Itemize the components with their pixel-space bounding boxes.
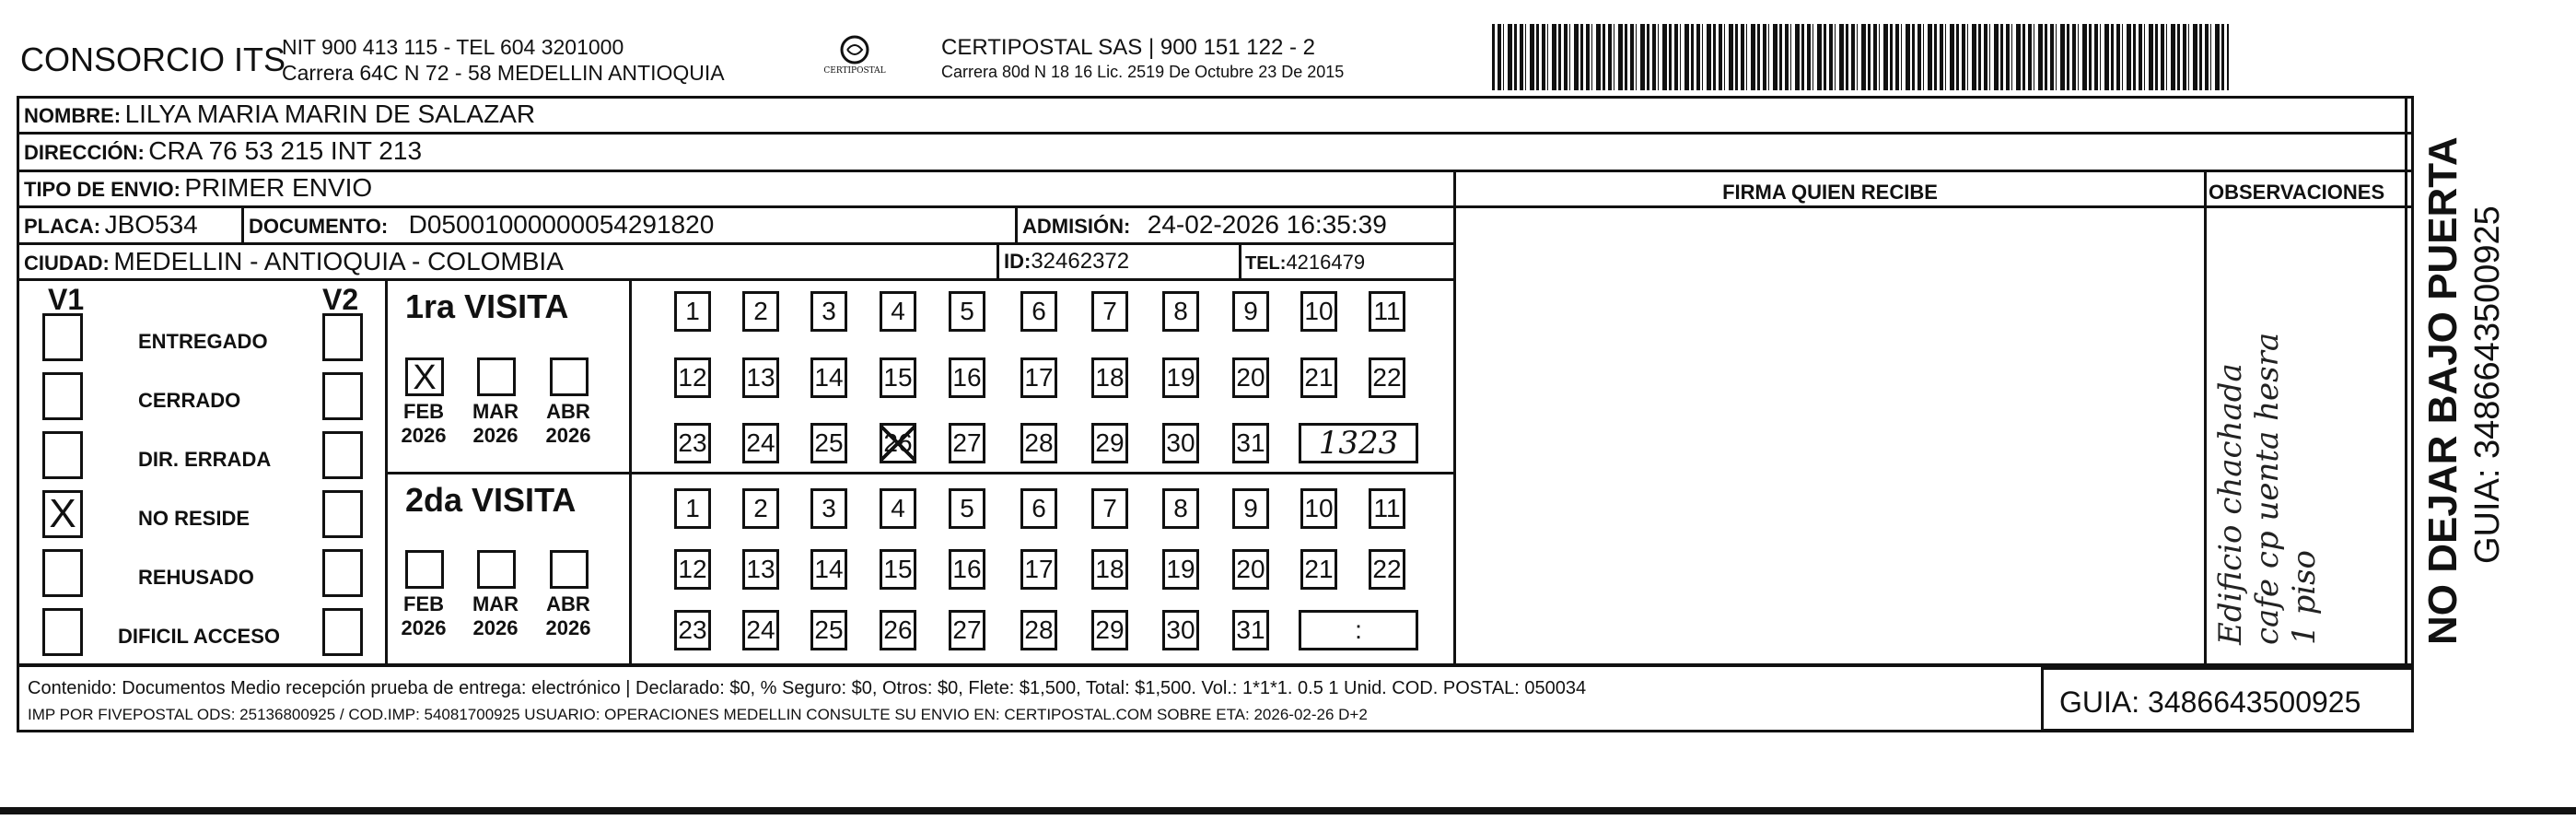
day-box[interactable]: 2	[742, 488, 779, 529]
day-box[interactable]: 6	[1020, 488, 1057, 529]
day-box[interactable]: 6	[1020, 291, 1057, 332]
obs-line-2: cafe cp uenta hesra	[2249, 332, 2286, 645]
day-box[interactable]: 7	[1091, 291, 1128, 332]
carrier-address: Carrera 80d N 18 16 Lic. 2519 De Octubre 23 De 2015	[941, 63, 1345, 81]
footer-guia: GUIA: 3486643500925	[2059, 685, 2361, 719]
v2-label: V2	[322, 283, 359, 316]
placa-row	[24, 212, 198, 238]
day-box[interactable]: 26	[880, 610, 916, 650]
side-guia: GUIA: 3486643500925	[2468, 205, 2507, 564]
day-box[interactable]: 5	[949, 291, 985, 332]
time-box[interactable]: :	[1299, 610, 1418, 650]
obs-line-1: Edificio chachada	[2212, 363, 2249, 645]
day-box[interactable]: 28	[1020, 610, 1057, 650]
month-checkbox[interactable]: X	[405, 357, 444, 396]
tel-label: TEL:	[1245, 253, 1287, 274]
status-label: NO RESIDE	[138, 507, 251, 530]
company-address: Carrera 64C N 72 - 58 MEDELLIN ANTIOQUIA	[282, 61, 725, 85]
day-box[interactable]: 9	[1232, 291, 1269, 332]
day-box[interactable]: 15	[880, 357, 916, 398]
v2-checkbox[interactable]	[322, 313, 363, 361]
v2-checkbox[interactable]	[322, 608, 363, 656]
v1-label: V1	[48, 283, 85, 316]
day-box[interactable]: 22	[1369, 549, 1405, 590]
day-box[interactable]: 12	[674, 549, 711, 590]
day-box[interactable]: 27	[949, 423, 985, 463]
tipo-value: PRIMER ENVIO	[184, 173, 373, 202]
day-box[interactable]: 27	[949, 610, 985, 650]
day-box[interactable]: 23	[674, 423, 711, 463]
documento-row	[249, 212, 714, 238]
month-label: FEB	[403, 592, 444, 615]
day-box[interactable]: 10	[1300, 291, 1337, 332]
day-box[interactable]: 25	[810, 610, 847, 650]
day-box[interactable]: 24	[742, 423, 779, 463]
day-box[interactable]: 3	[810, 488, 847, 529]
nombre-value: LILYA MARIA MARIN DE SALAZAR	[124, 100, 536, 128]
admision-label: ADMISIÓN:	[1022, 215, 1131, 238]
month-year: 2026	[401, 616, 447, 639]
month-year: 2026	[401, 424, 447, 447]
day-box[interactable]: 30	[1162, 423, 1199, 463]
footer-contenido: Contenido: Documentos Medio recepción prueba de entrega: electrónico | Declarado: $0, % Seguro: $0, Otros: $0, Flete: $1,500, Total: $1,500. Vol.: 1*1*1. 0.5 1 Unid. COD. POSTAL: 050034	[28, 678, 1587, 698]
day-box[interactable]: 1	[674, 291, 711, 332]
visita2-title: 2da VISITA	[405, 481, 577, 519]
day-box[interactable]: 9	[1232, 488, 1269, 529]
tipo-row	[24, 175, 372, 201]
ciudad-value: MEDELLIN - ANTIOQUIA - COLOMBIA	[113, 247, 564, 275]
v1-checkbox[interactable]	[42, 313, 83, 361]
id-row	[1004, 251, 1129, 273]
day-box[interactable]: 31	[1232, 610, 1269, 650]
day-box[interactable]: 14	[810, 549, 847, 590]
firma-label: FIRMA QUIEN RECIBE	[1722, 181, 1938, 204]
month-checkbox[interactable]	[477, 357, 516, 396]
nombre-row	[24, 101, 535, 127]
day-box[interactable]: 29	[1091, 423, 1128, 463]
visita1-title: 1ra VISITA	[405, 287, 569, 325]
day-box[interactable]: 19	[1162, 549, 1199, 590]
admision-value: 24-02-2026 16:35:39	[1147, 210, 1387, 239]
day-box[interactable]: 4	[880, 291, 916, 332]
month-label: MAR	[472, 592, 519, 615]
day-box[interactable]: 13	[742, 549, 779, 590]
bottom-edge	[0, 807, 2576, 814]
day-box[interactable]: 28	[1020, 423, 1057, 463]
ciudad-label: CIUDAD:	[24, 252, 110, 275]
v1-checkbox[interactable]	[42, 431, 83, 479]
day-box[interactable]: 8	[1162, 488, 1199, 529]
month-label: ABR	[546, 592, 590, 615]
logo-text: CERTIPOSTAL	[823, 66, 886, 76]
carrier-line: CERTIPOSTAL SAS | 900 151 122 - 2	[941, 35, 1315, 60]
status-label: DIR. ERRADA	[138, 448, 272, 471]
month-year: 2026	[545, 424, 591, 447]
nombre-label: NOMBRE:	[24, 104, 122, 127]
month-checkbox[interactable]	[550, 550, 589, 589]
month-label: FEB	[403, 400, 444, 423]
certipostal-logo-icon	[809, 31, 901, 87]
month-year: 2026	[472, 616, 519, 639]
status-label: CERRADO	[138, 389, 241, 412]
observaciones-handwriting	[2212, 249, 2406, 645]
month-label: ABR	[546, 400, 590, 423]
certipostal-logo	[809, 31, 901, 87]
status-label: ENTREGADO	[138, 330, 268, 353]
id-value: 32462372	[1031, 249, 1130, 274]
direccion-value: CRA 76 53 215 INT 213	[148, 136, 423, 165]
status-label: REHUSADO	[138, 566, 254, 589]
day-box[interactable]: 16	[949, 357, 985, 398]
day-box[interactable]: 25	[810, 423, 847, 463]
direccion-label: DIRECCIÓN:	[24, 141, 145, 164]
day-box[interactable]: 31	[1232, 423, 1269, 463]
barcode	[1492, 24, 2229, 90]
day-box[interactable]: 20	[1232, 357, 1269, 398]
day-box[interactable]: 21	[1300, 357, 1337, 398]
v1-checkbox[interactable]	[42, 372, 83, 420]
month-label: MAR	[472, 400, 519, 423]
tipo-label: TIPO DE ENVIO:	[24, 178, 181, 201]
day-box[interactable]: 22	[1369, 357, 1405, 398]
status-label: DIFICIL ACCESO	[118, 625, 281, 648]
v1-checkbox[interactable]: X	[42, 490, 83, 538]
day-box[interactable]: 20	[1232, 549, 1269, 590]
direccion-row	[24, 138, 422, 164]
v1-checkbox[interactable]	[42, 549, 83, 597]
day-box[interactable]: 23	[674, 610, 711, 650]
day-box[interactable]: 10	[1300, 488, 1337, 529]
day-box[interactable]: 5	[949, 488, 985, 529]
tel-value: 4216479	[1286, 251, 1366, 274]
month-year: 2026	[472, 424, 519, 447]
day-box[interactable]: 7	[1091, 488, 1128, 529]
v2-checkbox[interactable]	[322, 549, 363, 597]
documento-label: DOCUMENTO:	[249, 215, 389, 238]
footer-imp: IMP POR FIVEPOSTAL ODS: 25136800925 / COD.IMP: 54081700925 USUARIO: OPERACIONES MEDELLIN CONSULTE SU ENVIO EN: CERTIPOSTAL.COM SOBRE ETA: 2026-02-26 D+2	[28, 706, 1368, 723]
day-box[interactable]: 13	[742, 357, 779, 398]
day-box[interactable]: 1	[674, 488, 711, 529]
day-box[interactable]: 14	[810, 357, 847, 398]
time-box[interactable]: 1323	[1299, 423, 1418, 463]
day-box[interactable]: 8	[1162, 291, 1199, 332]
documento-value: D05001000000054291820	[408, 210, 715, 239]
day-box[interactable]: 3	[810, 291, 847, 332]
v1-checkbox[interactable]	[42, 608, 83, 656]
day-box[interactable]: 19	[1162, 357, 1199, 398]
obs-line-3: 1 piso	[2286, 550, 2323, 645]
day-box[interactable]: 15	[880, 549, 916, 590]
month-year: 2026	[545, 616, 591, 639]
month-checkbox[interactable]	[477, 550, 516, 589]
placa-value: JBO534	[104, 210, 198, 239]
day-box[interactable]: 26	[880, 423, 916, 463]
day-box[interactable]: 12	[674, 357, 711, 398]
tel-row	[1245, 252, 1365, 273]
company-nit: NIT 900 413 115 - TEL 604 3201000	[282, 35, 624, 59]
observaciones-label: OBSERVACIONES	[2209, 181, 2385, 204]
month-checkbox[interactable]	[550, 357, 589, 396]
side-warning: NO DEJAR BAJO PUERTA	[2420, 136, 2465, 645]
day-box[interactable]: 16	[949, 549, 985, 590]
v2-checkbox[interactable]	[322, 490, 363, 538]
day-box[interactable]: 2	[742, 291, 779, 332]
day-box[interactable]: 18	[1091, 357, 1128, 398]
day-box[interactable]: 11	[1369, 291, 1405, 332]
day-box[interactable]: 24	[742, 610, 779, 650]
day-box[interactable]: 17	[1020, 357, 1057, 398]
month-checkbox[interactable]	[405, 550, 444, 589]
day-box[interactable]: 18	[1091, 549, 1128, 590]
day-box[interactable]: 17	[1020, 549, 1057, 590]
admision-row	[1022, 212, 1387, 238]
day-box[interactable]: 11	[1369, 488, 1405, 529]
v2-checkbox[interactable]	[322, 372, 363, 420]
day-box[interactable]: 30	[1162, 610, 1199, 650]
day-box[interactable]: 4	[880, 488, 916, 529]
v2-checkbox[interactable]	[322, 431, 363, 479]
day-box[interactable]: 21	[1300, 549, 1337, 590]
id-label: ID:	[1004, 250, 1032, 273]
company-name: CONSORCIO ITS	[20, 41, 286, 78]
ciudad-row	[24, 249, 564, 275]
placa-label: PLACA:	[24, 215, 101, 238]
day-box[interactable]: 29	[1091, 610, 1128, 650]
